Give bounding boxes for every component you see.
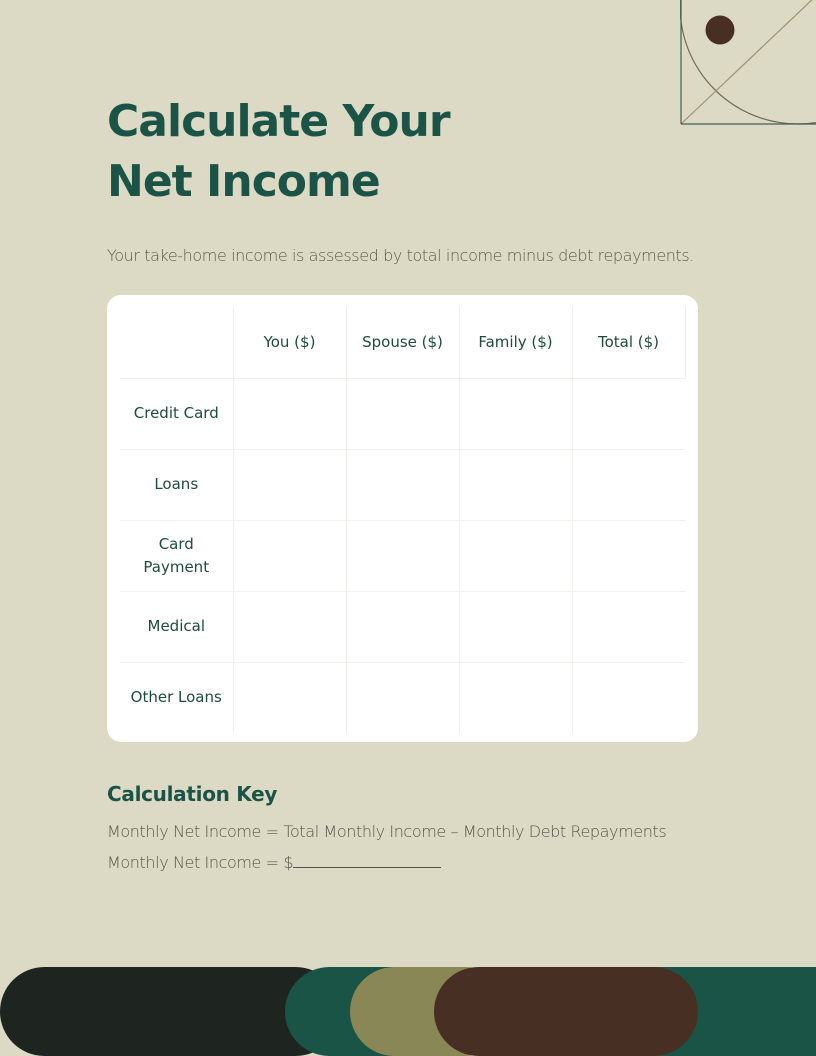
result-blank-field[interactable] xyxy=(293,851,441,868)
cell-loans-you[interactable] xyxy=(233,449,346,520)
table-header-row xyxy=(120,307,685,378)
cell-medical-total[interactable] xyxy=(572,591,685,662)
cell-medical-family[interactable] xyxy=(459,591,572,662)
subtitle: Your take-home income is assessed by total income minus debt repayments. xyxy=(107,246,694,265)
cell-card-payment-family[interactable] xyxy=(459,520,572,591)
cell-loans-total[interactable] xyxy=(572,449,685,520)
row-label-card-payment: Card Payment xyxy=(120,520,233,591)
cell-medical-you[interactable] xyxy=(233,591,346,662)
cell-loans-family[interactable] xyxy=(459,449,572,520)
net-income-table-card xyxy=(107,295,698,742)
table-row xyxy=(120,591,685,662)
page-title xyxy=(107,92,450,212)
cell-credit-card-total[interactable] xyxy=(572,378,685,449)
cell-medical-spouse[interactable] xyxy=(346,591,459,662)
row-label-credit-card: Credit Card xyxy=(120,378,233,449)
title-line-1: Calculate Your xyxy=(107,96,450,147)
header-family: Family ($) xyxy=(459,307,572,378)
calculation-formula: Monthly Net Income = Total Monthly Income – Monthly Debt Repayments xyxy=(107,822,667,841)
cell-card-payment-spouse[interactable] xyxy=(346,520,459,591)
cell-other-loans-family[interactable] xyxy=(459,662,572,733)
cell-other-loans-total[interactable] xyxy=(572,662,685,733)
header-spouse: Spouse ($) xyxy=(346,307,459,378)
brown-pill-shape xyxy=(434,967,698,1056)
header-total: Total ($) xyxy=(572,307,685,378)
decorative-geometric-corner xyxy=(680,0,816,125)
table-row xyxy=(120,449,685,520)
title-line-2: Net Income xyxy=(107,156,380,207)
cell-credit-card-family[interactable] xyxy=(459,378,572,449)
brown-dot-icon xyxy=(706,16,735,45)
header-empty xyxy=(120,307,233,378)
cell-card-payment-total[interactable] xyxy=(572,520,685,591)
debt-repayment-table xyxy=(120,307,686,733)
row-label-medical: Medical xyxy=(120,591,233,662)
cell-credit-card-you[interactable] xyxy=(233,378,346,449)
cell-loans-spouse[interactable] xyxy=(346,449,459,520)
cell-card-payment-you[interactable] xyxy=(233,520,346,591)
decorative-footer-band xyxy=(0,967,816,1056)
table-row xyxy=(120,662,685,733)
header-you: You ($) xyxy=(233,307,346,378)
table-row xyxy=(120,378,685,449)
row-label-loans: Loans xyxy=(120,449,233,520)
calculation-key-title: Calculation Key xyxy=(107,782,278,806)
cell-other-loans-spouse[interactable] xyxy=(346,662,459,733)
table-row xyxy=(120,520,685,591)
calculation-result-line xyxy=(107,851,441,872)
cell-other-loans-you[interactable] xyxy=(233,662,346,733)
row-label-other-loans: Other Loans xyxy=(120,662,233,733)
result-prefix: Monthly Net Income = $ xyxy=(107,853,294,872)
cell-credit-card-spouse[interactable] xyxy=(346,378,459,449)
